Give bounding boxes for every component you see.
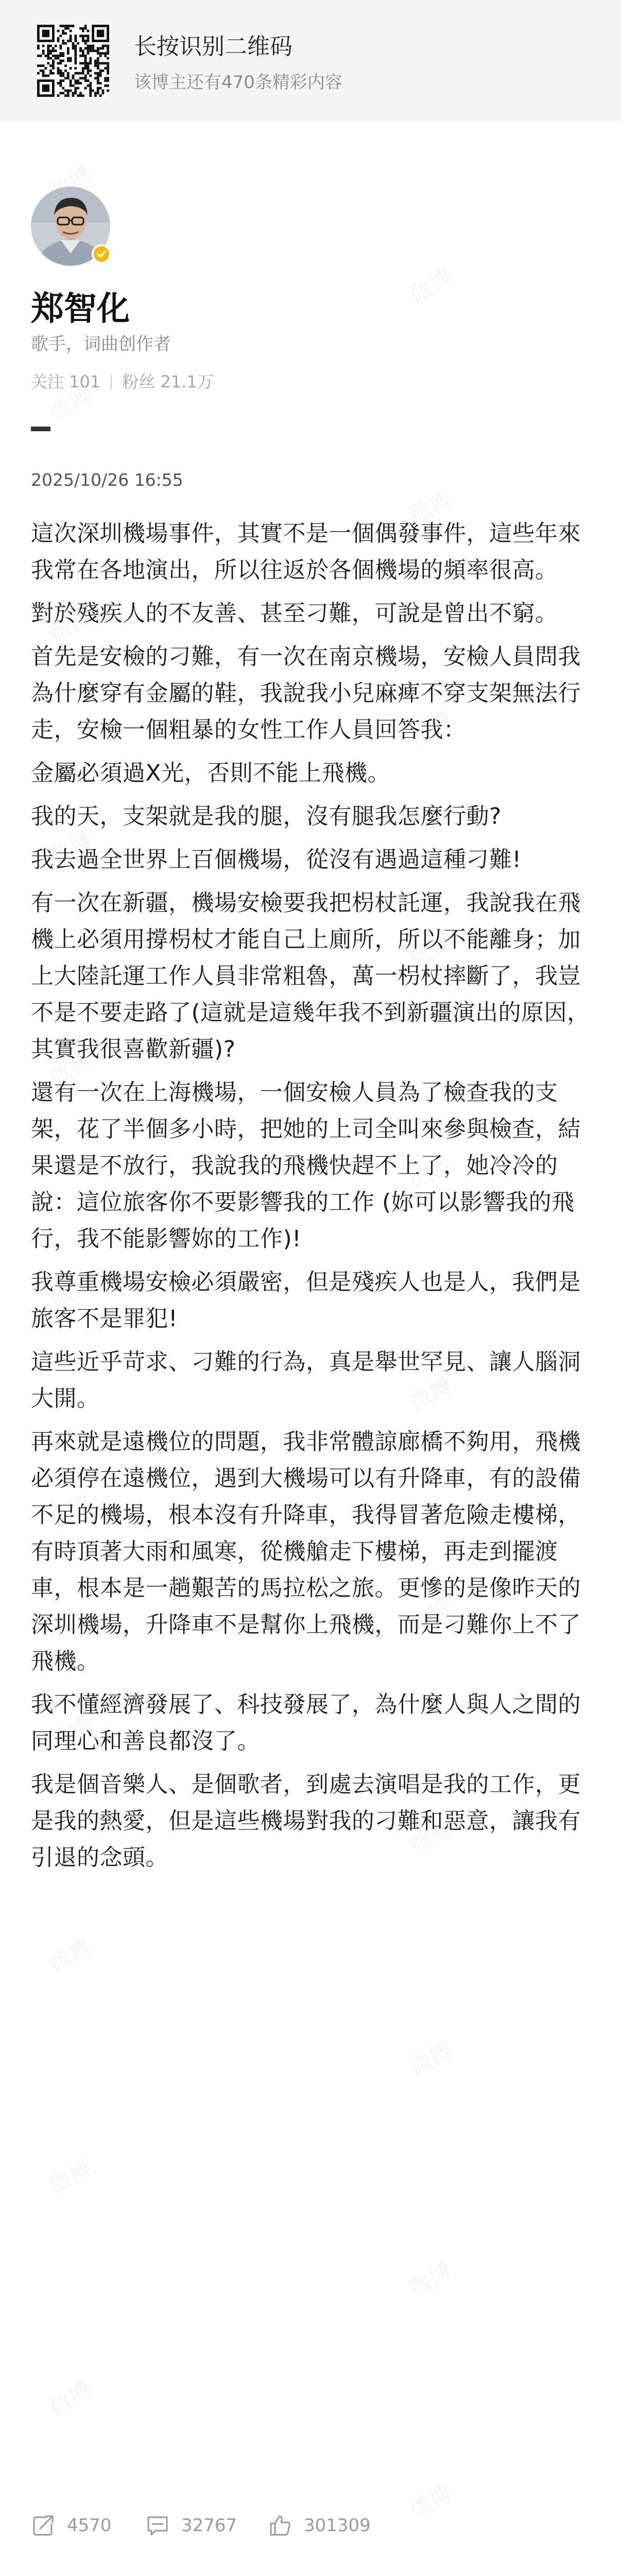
watermark-text bbox=[402, 259, 457, 310]
watermark-text bbox=[402, 2252, 457, 2303]
banner-subtitle: 该博主还有470条精彩内容 bbox=[134, 72, 342, 93]
stats-divider bbox=[111, 374, 112, 389]
watermark-text bbox=[402, 2474, 457, 2525]
repost-icon bbox=[31, 2513, 56, 2538]
comment-icon bbox=[145, 2513, 170, 2538]
repost-button[interactable] bbox=[31, 2510, 112, 2541]
post-paragraph: 我是個音樂人、是個歌者，到處去演唱是我的工作，更是我的熱愛，但是這些機場對我的刁難和惡意，讓我有引退的念頭。 bbox=[31, 1771, 581, 1871]
thumbs-up-icon bbox=[268, 2513, 292, 2538]
post-paragraph: 這些近乎苛求、刁難的行為，真是舉世罕見、讓人腦洞大開。 bbox=[31, 1349, 581, 1412]
avatar[interactable] bbox=[31, 187, 110, 266]
like-button[interactable] bbox=[268, 2510, 371, 2541]
watermark-text bbox=[402, 2031, 457, 2082]
post-paragraph: 金屬必須過X光，否則不能上飛機。 bbox=[31, 760, 391, 786]
post-paragraph: 這次深圳機場事件，其實不是一個偶發事件，這些年來我常在各地演出，所以往返於各個機場的頻率很高。 bbox=[31, 520, 581, 583]
repost-count: 4570 bbox=[67, 2515, 112, 2536]
verified-badge-icon bbox=[92, 244, 111, 264]
like-count: 301309 bbox=[304, 2515, 371, 2536]
post-paragraph: 首先是安檢的刁難，有一次在南京機場，安檢人員問我為什麼穿有金屬的鞋，我說我小兒麻痺不穿支架無法行走，安檢一個粗暴的女性工作人員回答我： bbox=[31, 643, 581, 743]
qr-banner-top[interactable] bbox=[0, 0, 621, 122]
banner-title: 长按识别二维码 bbox=[134, 33, 292, 60]
following-count[interactable]: 关注 101 bbox=[31, 372, 101, 392]
qr-code-icon bbox=[37, 25, 109, 97]
post-paragraph: 我去過全世界上百個機場，從沒有遇過這種刁難! bbox=[31, 846, 522, 873]
section-divider bbox=[31, 427, 50, 431]
qr-code-top[interactable] bbox=[37, 25, 109, 97]
followers-count[interactable]: 粉丝 21.1万 bbox=[122, 372, 214, 392]
post-paragraph: 再來就是遠機位的問題，我非常體諒廊橋不夠用，飛機必須停在遠機位，遇到大機場可以有升降車，有的設備不足的機場，根本沒有升降車，我得冒著危險走樓梯，有時頂著大雨和風寒，從機艙走下樓梯，再走到擺渡車，根本是一趟艱苦的馬拉松之旅。更慘的是像昨天的深圳機場，升降車不是幫你上飛機，而是刁難你上不了飛機。 bbox=[31, 1429, 581, 1674]
watermark-text bbox=[41, 2149, 97, 2200]
profile-name[interactable]: 郑智化 bbox=[31, 290, 130, 328]
watermark-text bbox=[41, 2371, 97, 2422]
post-paragraph: 我的天，支架就是我的腿，沒有腿我怎麼行動? bbox=[31, 803, 502, 829]
post-paragraph: 有一次在新疆，機場安檢要我把枴杖託運，我說我在飛機上必須用撐枴杖才能自己上廁所，所以不能離身；加上大陸託運工作人員非常粗魯，萬一枴杖摔斷了，我豈不是不要走路了(這就是這幾年我不到新疆演出的原因，其實我很喜歡新疆)? bbox=[31, 890, 590, 1062]
profile-bio: 歌手，词曲创作者 bbox=[31, 334, 171, 354]
post-paragraph: 還有一次在上海機場，一個安檢人員為了檢查我的支架，花了半個多小時，把她的上司全叫來參與檢查，結果還是不放行，我說我的飛機快趕不上了，她冷冷的說：這位旅客你不要影響我的工作 (妳可以影響我的飛行，我不能影響妳的工作)! bbox=[31, 1079, 581, 1252]
comment-count: 32767 bbox=[181, 2515, 237, 2536]
post-paragraph: 我不懂經濟發展了、科技發展了，為什麼人與人之間的同理心和善良都沒了。 bbox=[31, 1691, 581, 1754]
profile-stats bbox=[31, 369, 214, 393]
watermark-text bbox=[41, 1928, 97, 1979]
comment-button[interactable] bbox=[145, 2510, 237, 2541]
post-paragraph: 對於殘疾人的不友善、甚至刁難，可說是曾出不窮。 bbox=[31, 600, 558, 626]
post-timestamp: 2025/10/26 16:55 bbox=[31, 470, 183, 490]
post-body bbox=[31, 515, 592, 1883]
post-paragraph: 我尊重機場安檢必須嚴密，但是殘疾人也是人，我們是旅客不是罪犯! bbox=[31, 1269, 581, 1332]
